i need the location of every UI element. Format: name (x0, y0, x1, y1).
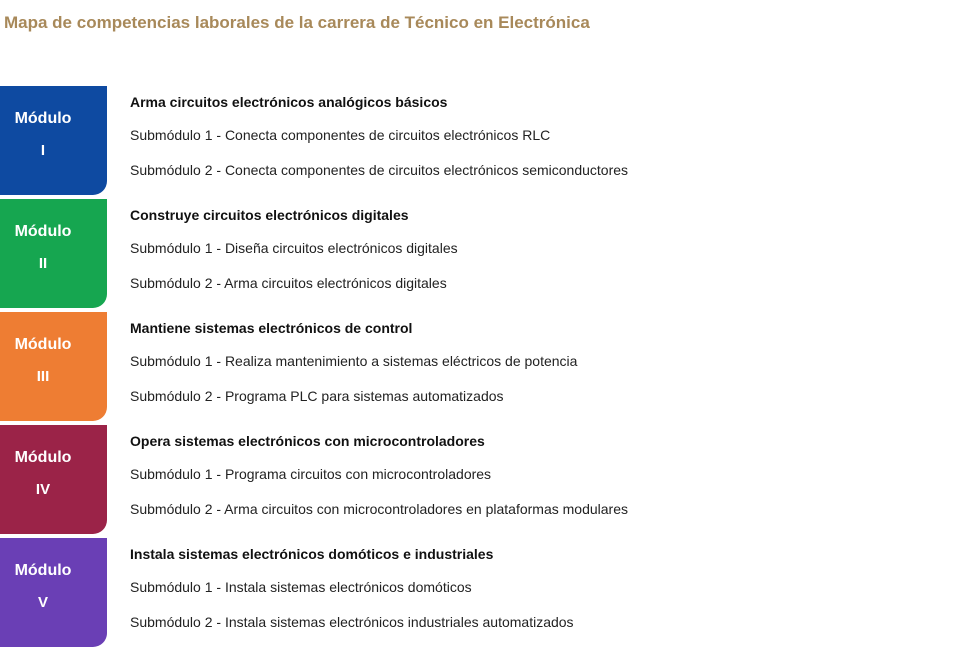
submodule-2: Submódulo 2 - Arma circuitos con microcontroladores en plataformas modulares (130, 501, 629, 517)
module-4 (0, 425, 960, 538)
module-badge (0, 199, 107, 308)
module-label: Módulo (14, 110, 72, 127)
module-number: IV (35, 481, 51, 498)
module-label: Módulo (14, 223, 72, 240)
submodule-1: Submódulo 1 - Conecta componentes de circuitos electrónicos RLC (130, 127, 551, 143)
page-title: Mapa de competencias laborales de la carrera de Técnico en Electrónica (4, 13, 590, 32)
submodule-1: Submódulo 1 - Programa circuitos con microcontroladores (130, 466, 492, 482)
module-badge (0, 86, 107, 195)
submodule-1: Submódulo 1 - Instala sistemas electrónicos domóticos (130, 579, 472, 595)
module-3 (0, 312, 960, 425)
submodule-2: Submódulo 2 - Conecta componentes de circuitos electrónicos semiconductores (130, 162, 629, 178)
module-badge (0, 538, 107, 647)
module-number: I (40, 142, 46, 159)
module-1 (0, 86, 960, 199)
module-title: Arma circuitos electrónicos analógicos básicos (130, 94, 448, 110)
module-content (130, 431, 930, 519)
module-label: Módulo (14, 562, 72, 579)
module-title: Instala sistemas electrónicos domóticos e industriales (130, 546, 494, 562)
module-content (130, 318, 930, 406)
module-badge (0, 312, 107, 421)
module-number: V (37, 594, 48, 611)
module-title: Opera sistemas electrónicos con microcontroladores (130, 433, 485, 449)
submodule-2: Submódulo 2 - Instala sistemas electrónicos industriales automatizados (130, 614, 574, 630)
submodule-1: Submódulo 1 - Realiza mantenimiento a sistemas eléctricos de potencia (130, 353, 578, 369)
module-number: III (36, 368, 50, 385)
submodule-2: Submódulo 2 - Arma circuitos electrónicos digitales (130, 275, 447, 291)
submodule-1: Submódulo 1 - Diseña circuitos electrónicos digitales (130, 240, 458, 256)
module-label: Módulo (14, 449, 72, 466)
module-2 (0, 199, 960, 312)
module-badge (0, 425, 107, 534)
submodule-2: Submódulo 2 - Programa PLC para sistemas automatizados (130, 388, 504, 404)
module-title: Construye circuitos electrónicos digitales (130, 207, 409, 223)
module-list (0, 86, 960, 651)
module-content (130, 544, 930, 632)
module-content (130, 92, 930, 180)
module-label: Módulo (14, 336, 72, 353)
module-title: Mantiene sistemas electrónicos de control (130, 320, 413, 336)
module-content (130, 205, 930, 293)
module-5 (0, 538, 960, 651)
module-number: II (38, 255, 48, 272)
